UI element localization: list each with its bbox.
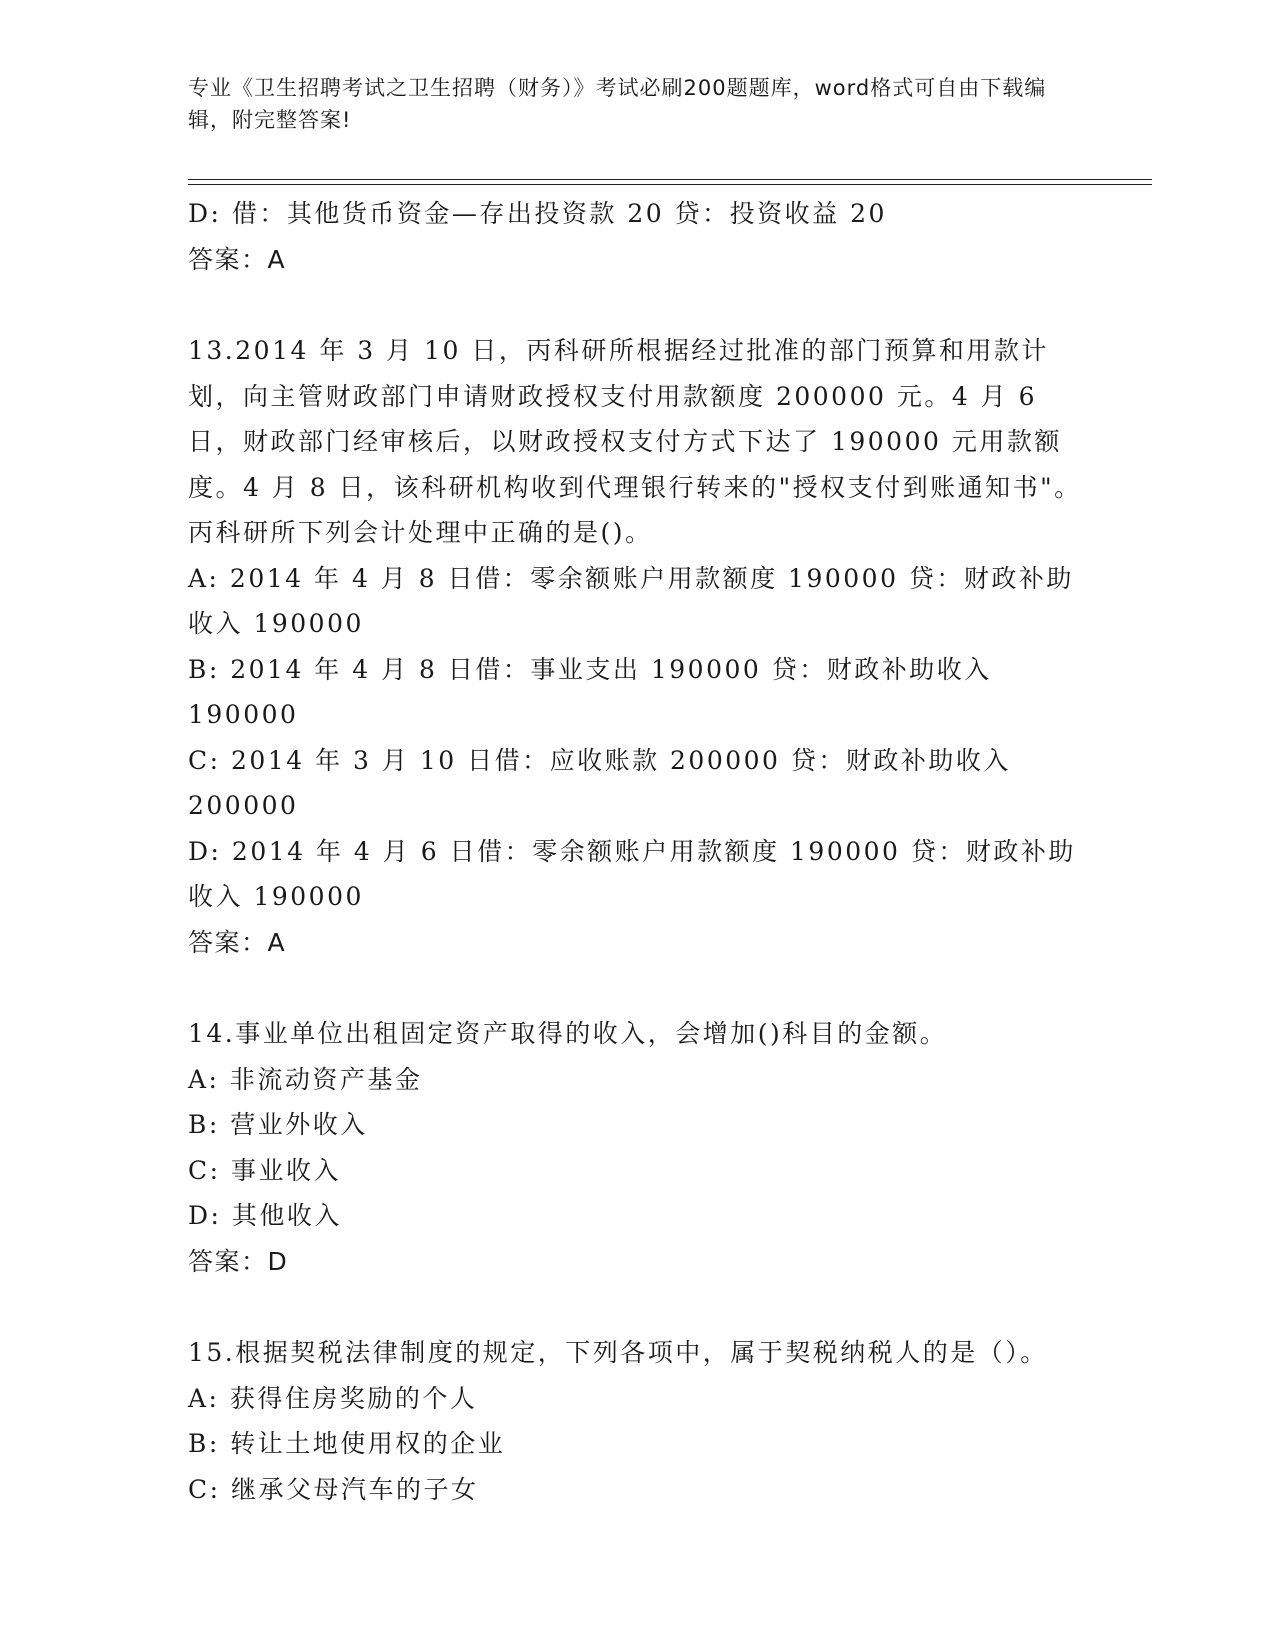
option-c: C: 继承父母汽车的子女	[188, 1474, 479, 1504]
option-d: D: 借：其他货币资金—存出投资款 20 贷：投资收益 20	[188, 199, 887, 228]
option-b: B: 营业外收入	[188, 1110, 368, 1139]
option-d: D: 2014 年 4 月 6 日借：零余额账户用款额度 190000 贷：财政补助收入 190000	[188, 836, 1076, 911]
option-a: A: 获得住房奖励的个人	[188, 1383, 478, 1413]
answer: 答案：A	[188, 927, 287, 957]
question-stem: 14.事业单位出租固定资产取得的收入，会增加()科目的金额。	[188, 1019, 948, 1048]
option-a: A: 2014 年 4 月 8 日借：零余额账户用款额度 190000 贷：财政补助收入 190000	[188, 563, 1074, 638]
answer: 答案：A	[188, 244, 287, 274]
option-b: B: 2014 年 4 月 8 日借：事业支出 190000 贷：财政补助收入 190000	[188, 654, 992, 729]
option-d: D: 其他收入	[188, 1201, 342, 1230]
question-13	[188, 328, 1088, 965]
answer: 答案：D	[188, 1246, 289, 1276]
header-divider-bottom	[188, 184, 1152, 185]
option-c: C: 事业收入	[188, 1155, 341, 1185]
question-stem: 15.根据契税法律制度的规定，下列各项中，属于契税纳税人的是（）。	[188, 1338, 1048, 1367]
option-b: B: 转让土地使用权的企业	[188, 1429, 506, 1458]
document-header	[188, 72, 1068, 136]
question-15	[188, 1330, 1088, 1512]
document-body	[188, 191, 1088, 1512]
question-prev	[188, 191, 1088, 282]
option-c: C: 2014 年 3 月 10 日借：应收账款 200000 贷：财政补助收入 200000	[188, 745, 1011, 820]
header-title: 专业《卫生招聘考试之卫生招聘（财务）》考试必刷200题题库，word格式可自由下载编辑，附完整答案!	[188, 76, 1047, 132]
header-divider-top	[188, 179, 1152, 180]
question-stem: 13.2014 年 3 月 10 日，丙科研所根据经过批准的部门预算和用款计划，向主管财政部门申请财政授权支付用款额度 200000 元。4 月 6 日，财政部门经审核后，以财政授权支付方式下达了 190000 元用款额度。4 月 8 日，该科研机构收到代理银行转来的"授权支付到账通知书"。丙科研所下列会计处理中正确的是()。	[188, 336, 1082, 547]
option-a: A: 非流动资产基金	[188, 1064, 423, 1094]
question-14	[188, 1011, 1088, 1284]
